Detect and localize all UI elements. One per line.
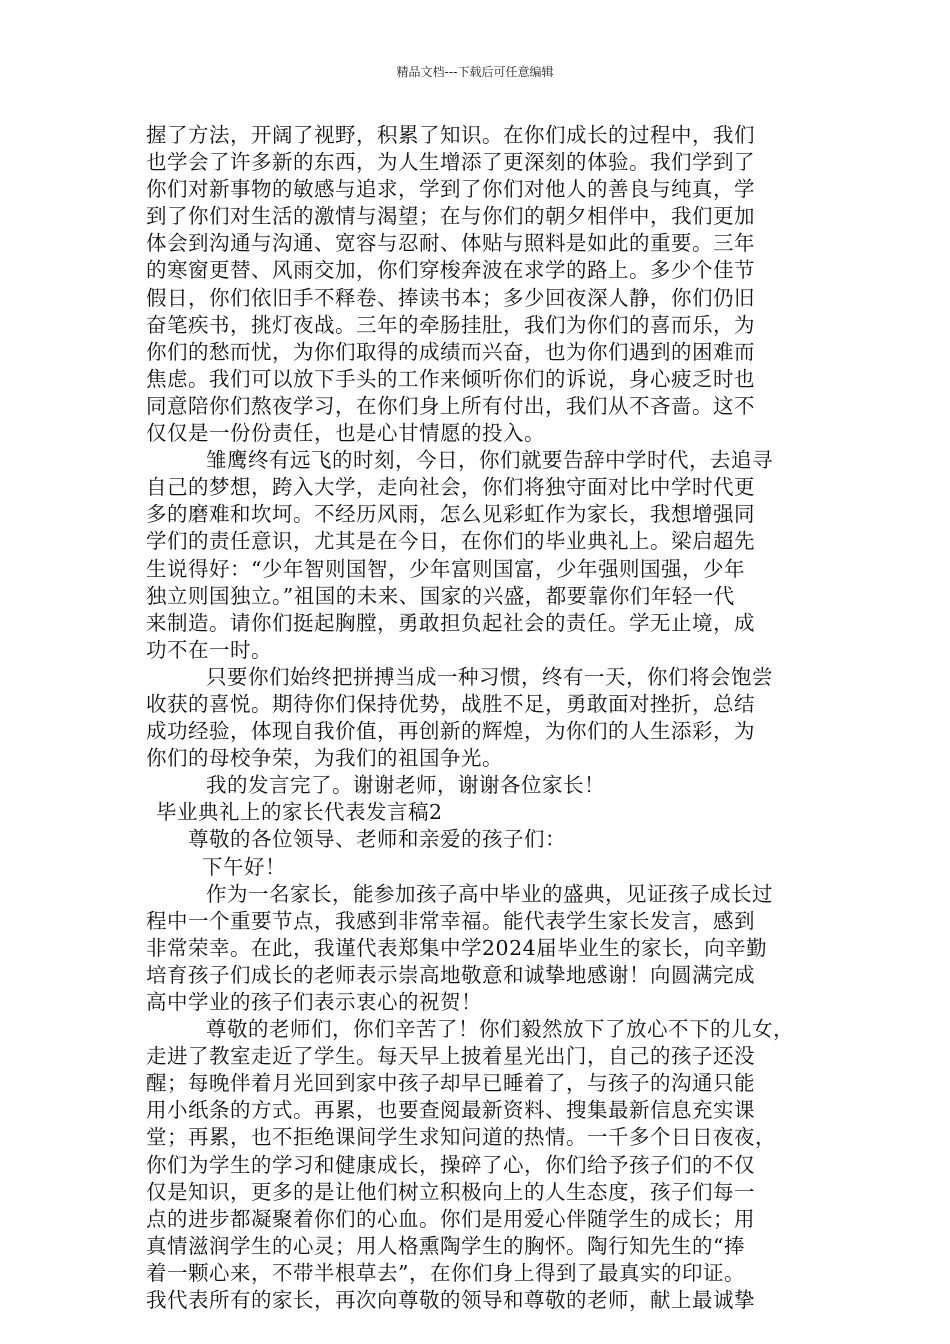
text-line: 用小纸条的方式。再累，也要查阅最新资料、搜集最新信息充实课 xyxy=(146,1098,755,1123)
text-line: 假日，你们依旧手不释卷、捧读书本；多少回夜深人静，你们仍旧 xyxy=(146,285,755,310)
text-line: 学们的责任意识，尤其是在今日，在你们的毕业典礼上。梁启超先 xyxy=(146,529,755,554)
section-title: 毕业典礼上的家长代表发言稿2 xyxy=(156,800,443,825)
text-line: 点的进步都凝聚着你们的心血。你们是用爱心伴随学生的成长；用 xyxy=(146,1206,755,1231)
text-line: 独立则国独立。”祖国的未来、国家的兴盛，都要靠你们年轻一代 xyxy=(146,583,735,608)
closing-line: 我的发言完了。谢谢老师，谢谢各位家长！ xyxy=(206,773,605,798)
text-line: 多的磨难和坎坷。不经历风雨，怎么见彩虹作为家长，我想增强同 xyxy=(146,502,755,527)
text-line: 到了你们对生活的激情与渴望；在与你们的朝夕相伴中，我们更加 xyxy=(146,204,755,229)
text-line: 程中一个重要节点，我感到非常幸福。能代表学生家长发言，感到 xyxy=(146,908,755,933)
text-line: 焦虑。我们可以放下手头的工作来倾听你们的诉说，身心疲乏时也 xyxy=(146,366,755,391)
text-line: 走进了教室走近了学生。每天早上披着星光出门，自己的孩子还没 xyxy=(146,1044,755,1069)
text-line: 着一颗心来，不带半根草去”，在你们身上得到了最真实的印证。 xyxy=(146,1260,745,1285)
text-line: 仅是知识，更多的是让他们树立积极向上的人生态度，孩子们每一 xyxy=(146,1179,755,1204)
text-line: 握了方法，开阔了视野，积累了知识。在你们成长的过程中，我们 xyxy=(146,123,755,147)
text-line: 自己的梦想，跨入大学，走向社会，你们将独守面对比中学时代更 xyxy=(146,475,755,500)
text-line: 醒；每晚伴着月光回到家中孩子却早已睡着了，与孩子的沟通只能 xyxy=(146,1071,755,1096)
text-line: 奋笔疾书，挑灯夜战。三年的牵肠挂肚，我们为你们的喜而乐，为 xyxy=(146,312,755,337)
text-line: 仅仅是一份份责任，也是心甘情愿的投入。 xyxy=(146,421,545,446)
text-line: 体会到沟通与沟通、宽容与忍耐、体贴与照料是如此的重要。三年 xyxy=(146,231,755,256)
text-line: 来制造。请你们挺起胸膛，勇敢担负起社会的责任。学无止境，成 xyxy=(146,610,755,635)
text-line: 培育孩子们成长的老师表示崇高地敬意和诚挚地感谢！向圆满完成 xyxy=(146,962,755,987)
text-line: 你们为学生的学习和健康成长，操碎了心，你们给予孩子们的不仅 xyxy=(146,1152,755,1177)
text-line: 你们的母校争荣，为我们的祖国争光。 xyxy=(146,746,503,771)
salutation-line: 尊敬的各位领导、老师和亲爱的孩子们： xyxy=(188,827,566,852)
text-line: 功不在一时。 xyxy=(146,637,272,662)
text-line: 你们对新事物的敏感与追求，学到了你们对他人的善良与纯真，学 xyxy=(146,177,755,202)
page-header: 精品文档---下载后可任意编辑 xyxy=(396,65,554,79)
text-line: 的寒窗更替、风雨交加，你们穿梭奔波在求学的路上。多少个佳节 xyxy=(146,258,755,283)
paragraph-start-line: 雏鹰终有远飞的时刻，今日，你们就要告辞中学时代，去追寻 xyxy=(206,448,773,473)
text-line: 非常荣幸。在此，我谨代表郑集中学2024届毕业生的家长，向辛勤 xyxy=(146,935,768,960)
text-line: 你们的愁而忧，为你们取得的成绩而兴奋，也为你们遇到的困难而 xyxy=(146,339,755,364)
text-line: 我代表所有的家长，再次向尊敬的领导和尊敬的老师，献上最诚挚 xyxy=(146,1288,755,1313)
text-line: 生说得好：“少年智则国智，少年富则国富，少年强则国强，少年 xyxy=(146,556,745,581)
text-line: 堂；再累，也不拒绝课间学生求知问道的热情。一千多个日日夜夜， xyxy=(146,1125,776,1150)
text-line: 也学会了许多新的东西，为人生增添了更深刻的体验。我们学到了 xyxy=(146,150,755,175)
text-line: 同意陪你们熬夜学习，在你们身上所有付出，我们从不吝啬。这不 xyxy=(146,393,755,418)
greeting-line: 下午好！ xyxy=(202,854,286,879)
text-line: 成功经验，体现自我价值，再创新的辉煌，为你们的人生添彩，为 xyxy=(146,719,755,744)
text-line: 高中学业的孩子们表示衷心的祝贺！ xyxy=(146,990,482,1014)
paragraph-start-line: 作为一名家长，能参加孩子高中毕业的盛典，见证孩子成长过 xyxy=(206,881,773,906)
text-line: 收获的喜悦。期待你们保持优势，战胜不足，勇敢面对挫折，总结 xyxy=(146,691,755,716)
paragraph-start-line: 尊敬的老师们，你们辛苦了！你们毅然放下了放心不下的儿女， xyxy=(206,1017,794,1042)
document-body xyxy=(146,122,810,1314)
text-line: 真情滋润学生的心灵；用人格熏陶学生的胸怀。陶行知先生的“捧 xyxy=(146,1233,745,1258)
paragraph-start-line: 只要你们始终把拼搏当成一种习惯，终有一天，你们将会饱尝 xyxy=(206,664,773,689)
